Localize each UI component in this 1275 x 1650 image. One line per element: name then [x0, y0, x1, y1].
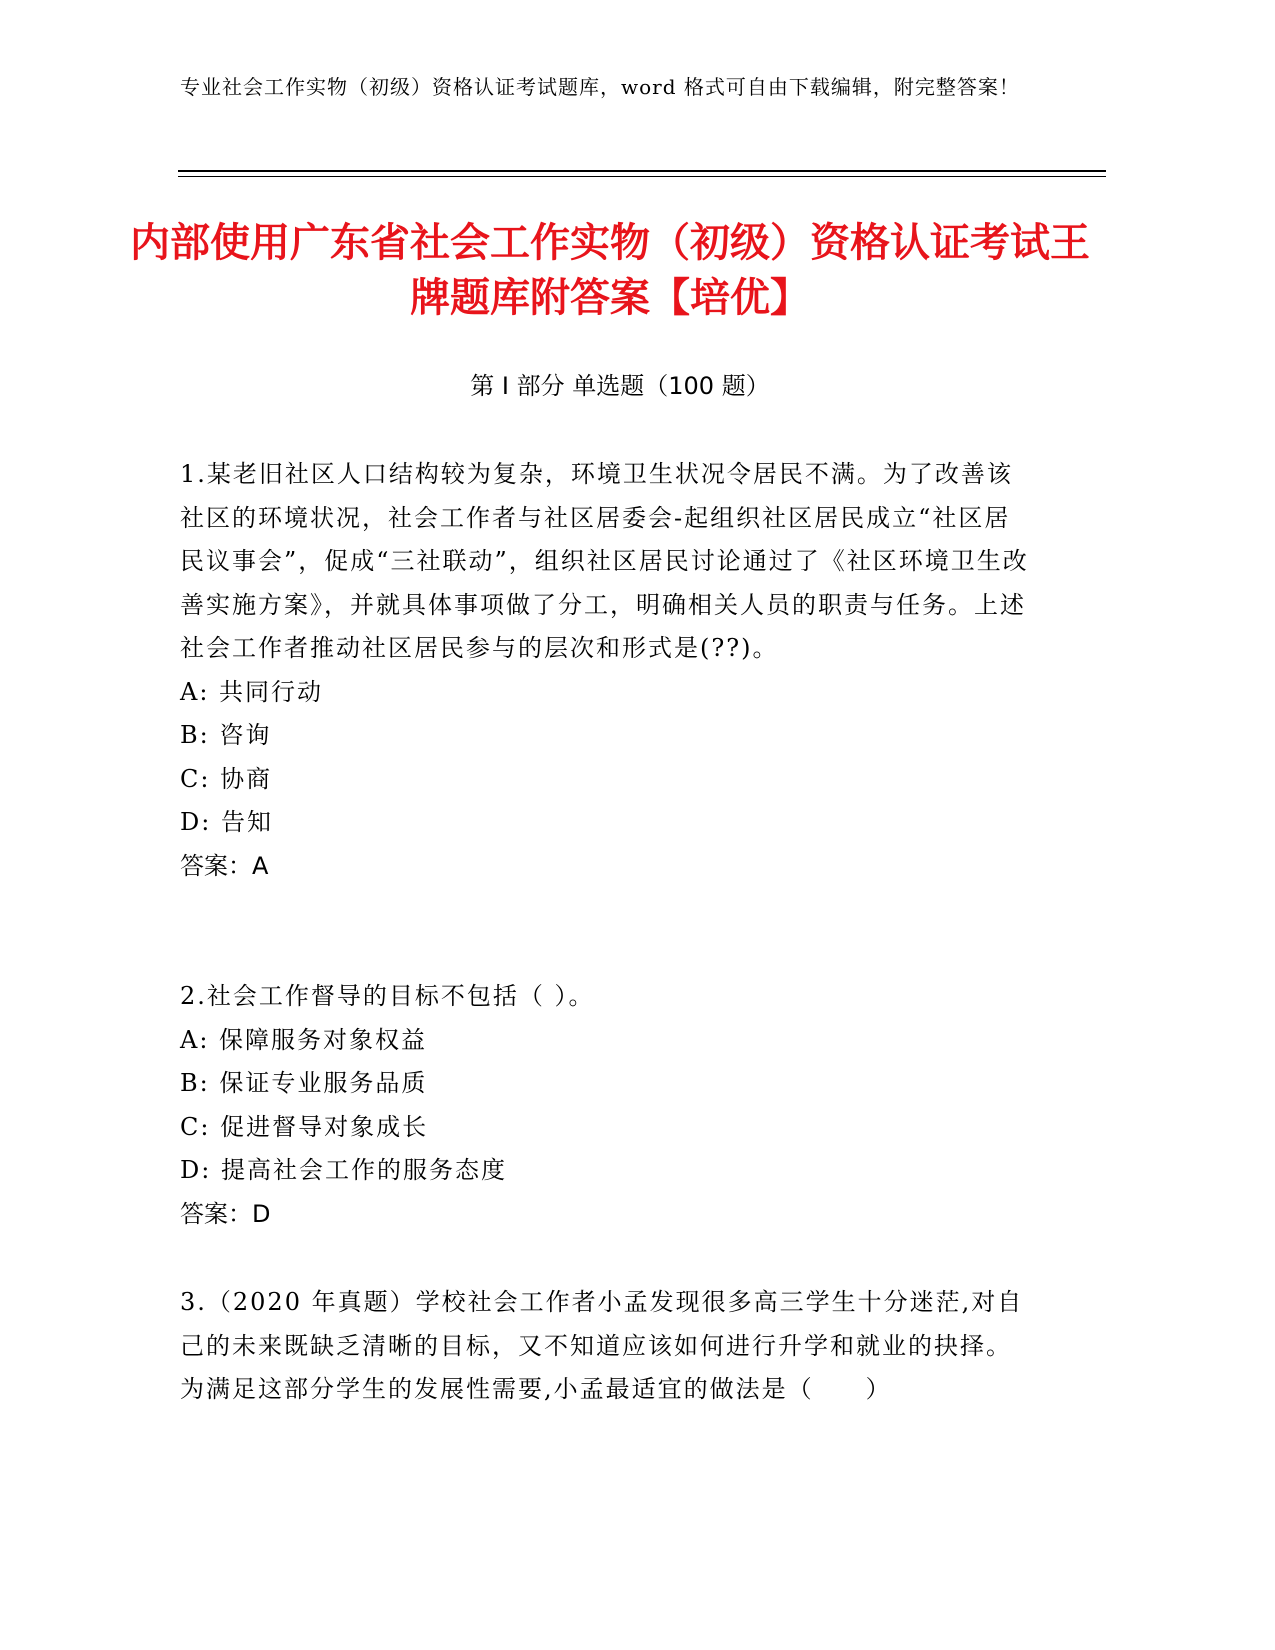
section-heading: 第 I 部分 单选题（100 题） — [470, 372, 770, 400]
option-a: A: 保障服务对象权益 — [180, 1025, 428, 1054]
option-d: D: 提高社会工作的服务态度 — [180, 1156, 507, 1184]
question-3 — [180, 1281, 1030, 1412]
option-d: D: 告知 — [180, 808, 273, 836]
option-c: C: 协商 — [180, 764, 273, 793]
header-rule-thick — [178, 170, 1106, 172]
answer: 答案：D — [180, 1199, 271, 1228]
answer: 答案：A — [180, 851, 269, 880]
question-1 — [180, 453, 1030, 888]
option-a: A: 共同行动 — [180, 677, 324, 706]
question-stem: 3.（2020 年真题）学校社会工作者小孟发现很多高三学生十分迷茫,对自己的未来既缺乏清晰的目标，又不知道应该如何进行升学和就业的抉择。为满足这部分学生的发展性需要,小孟最适宜的做法是（ ） — [180, 1288, 1024, 1403]
document-title: 内部使用广东省社会工作实物（初级）资格认证考试王牌题库附答案【培优】 — [130, 220, 1090, 321]
question-2 — [180, 975, 1030, 1236]
header-text: 专业社会工作实物（初级）资格认证考试题库，word 格式可自由下载编辑，附完整答案！ — [180, 75, 1020, 99]
document-header — [180, 72, 1040, 103]
option-c: C: 促进督导对象成长 — [180, 1112, 429, 1141]
option-b: B: 咨询 — [180, 721, 272, 749]
option-b: B: 保证专业服务品质 — [180, 1069, 428, 1097]
header-rule-thin — [178, 176, 1106, 177]
question-stem: 2.社会工作督导的目标不包括（ ）。 — [180, 982, 595, 1010]
question-stem: 1.某老旧社区人口结构较为复杂，环境卫生状况令居民不满。为了改善该社区的环境状况，社会工作者与社区居委会-起组织社区居民成立“社区居民议事会”，促成“三社联动”，组织社区居民讨论通过了《社区环境卫生改善实施方案》，并就具体事项做了分工，明确相关人员的职责与任务。上述社会工作者推动社区居民参与的层次和形式是(??)。 — [180, 460, 1029, 662]
